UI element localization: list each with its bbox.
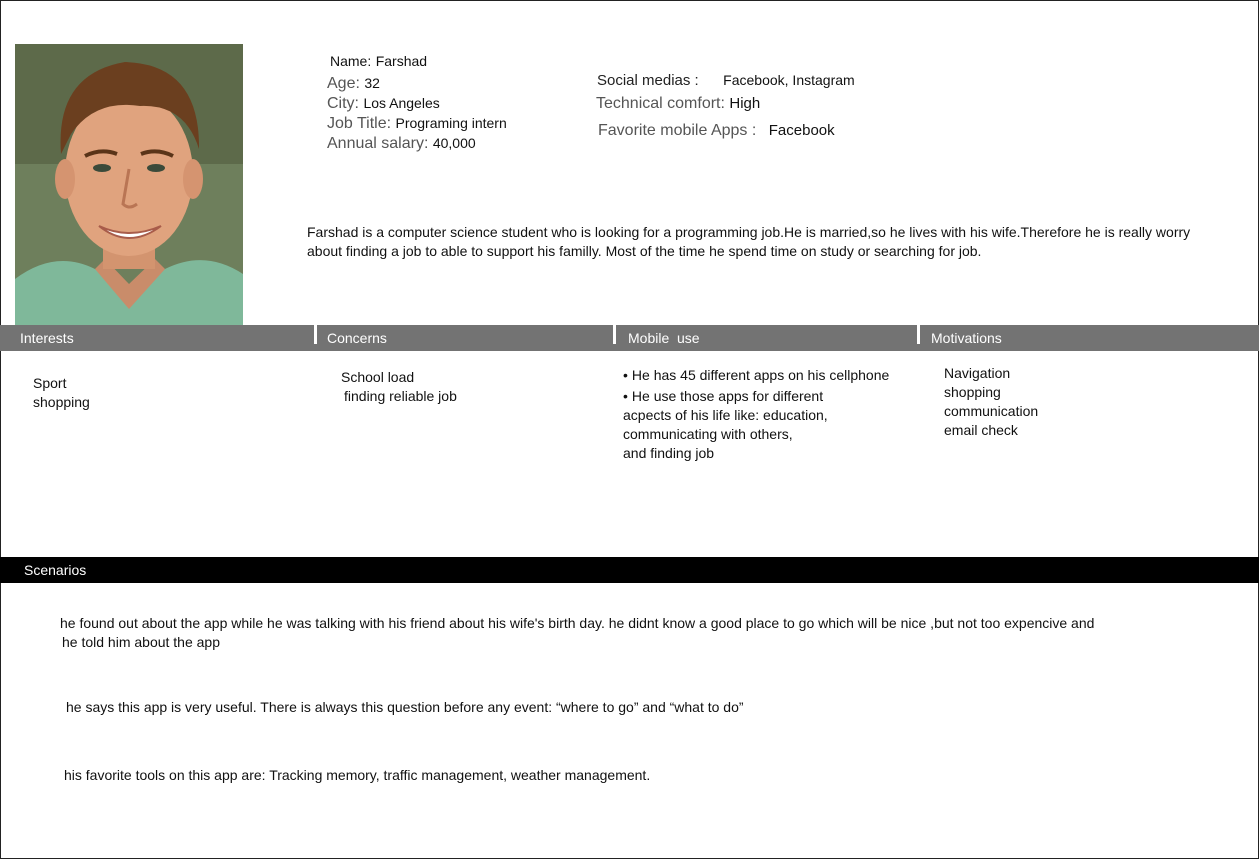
profile-photo [15, 44, 243, 325]
header-separator [613, 325, 616, 344]
list-item: Navigation [944, 365, 1011, 381]
job-label: Job Title: [327, 115, 392, 132]
scenario-paragraph-1-continued: he told him about the app [62, 634, 221, 650]
scenarios-title: Scenarios [24, 562, 87, 578]
job-row [327, 115, 507, 133]
list-item: shopping [944, 384, 1001, 400]
header-separator [917, 325, 920, 344]
age-label: Age: [327, 75, 360, 92]
name-value: Farshad [375, 53, 428, 69]
scenario-paragraph-3: his favorite tools on this app are: Tracking memory, traffic management, weather management. [64, 767, 651, 783]
list-item: School load [341, 369, 415, 385]
interests-list [33, 374, 90, 412]
mobile-use-header: Mobile use [628, 330, 700, 346]
social-value: Facebook, Instagram [723, 72, 855, 88]
tech-row [596, 95, 760, 113]
list-item: and finding job [623, 445, 715, 461]
list-item: acpects of his life like: education, [623, 407, 828, 423]
city-label: City: [327, 95, 359, 112]
scenario-paragraph-1: he found out about the app while he was talking with his friend about his wife's birth day. he didnt know a good place to go which will be nice ,but not too expencive and [60, 615, 1095, 631]
name-row [330, 53, 427, 71]
list-item: Sport [33, 375, 67, 391]
social-label: Social medias : [597, 72, 699, 89]
name-label: Name: [330, 53, 372, 69]
sections-header-bar [0, 325, 1259, 351]
tech-label: Technical comfort: [596, 95, 725, 112]
city-row [327, 95, 440, 113]
apps-row [598, 122, 835, 140]
age-row [327, 75, 380, 93]
list-item: email check [944, 422, 1018, 438]
mobile-use-list [623, 366, 889, 463]
apps-label: Favorite mobile Apps : [598, 122, 757, 139]
list-item: communicating with others, [623, 426, 793, 442]
social-row [597, 72, 855, 90]
salary-label: Annual salary: [327, 135, 429, 152]
list-item: communication [944, 403, 1039, 419]
apps-value: Facebook [768, 122, 835, 139]
scenarios-header-bar [0, 557, 1259, 583]
interests-header: Interests [20, 330, 74, 346]
scenario-paragraph-2: he says this app is very useful. There is always this question before any event: “where to go” and “what to do” [66, 699, 744, 715]
list-item: finding reliable job [344, 388, 457, 404]
bio-text: Farshad is a computer science student who is looking for a programming job.He is married,so he lives with his wife.Therefore he is really worry about finding a job to able to support his familly. Most of the time he spend time on study or searching for job. [307, 224, 1191, 259]
age-value: 32 [364, 75, 380, 91]
concerns-list [341, 368, 457, 406]
tech-value: High [729, 95, 761, 112]
job-value: Programing intern [395, 115, 507, 131]
list-item: • He use those apps for different [623, 387, 889, 406]
city-value: Los Angeles [363, 95, 440, 111]
concerns-header: Concerns [327, 330, 387, 346]
motivations-list [944, 364, 1038, 440]
list-item: • He has 45 different apps on his cellphone [623, 366, 889, 385]
salary-row [327, 135, 476, 153]
list-item: shopping [33, 394, 90, 410]
salary-value: 40,000 [432, 135, 476, 151]
motivations-header: Motivations [931, 330, 1002, 346]
